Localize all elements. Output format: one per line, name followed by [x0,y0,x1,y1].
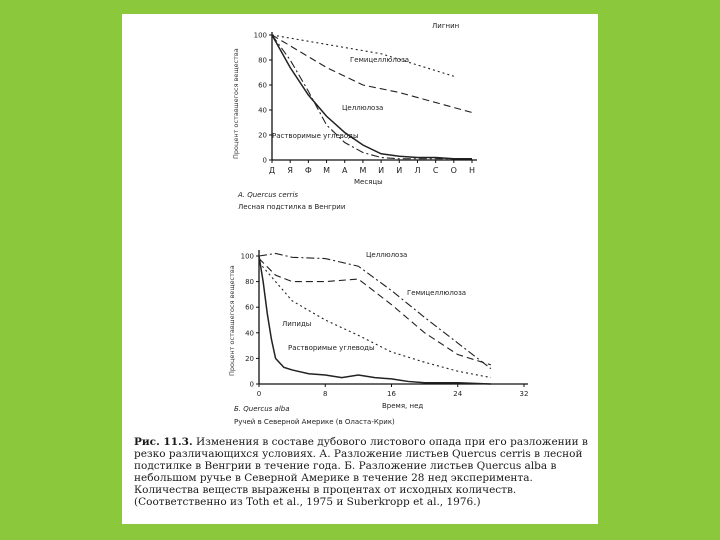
fig-a-y-axis-label: Процент оставшегося вещества [232,48,240,159]
fig-a-month-label: И [378,166,385,175]
fig-b-y-tick-label: 100 [240,252,254,261]
fig-a-month-label: О [450,166,457,175]
figure-caption-label: Рис. 11.3. [134,436,193,448]
fig-b-x-tick-label: 0 [256,390,262,398]
fig-b-caption-species: Б. Quercus alba [234,405,290,413]
figure-caption-text: Изменения в составе дубового листового опада при его разложении в резко различающихся условиях. А. Разложение листьев Quercus cerris в лесной подстилке в Венгрии в течение года. Б. Разложение листьев Quercus alba в небольшом ручье в Северной Америке в течение 28 нед эксперимента. Количества веществ выражены в процентах от исходных количеств. (Соответственно из Toth et al., 1975 и Suberkropp et al., 1976.) [134,436,588,508]
fig-b-y-tick-label: 0 [249,380,254,389]
fig-a-series-label-soluble-line1: Растворимые углеводы [272,132,359,140]
fig-b-y-axis-label: Процент оставшегося вещества [228,265,236,376]
fig-a-month-label: Н [468,166,476,175]
figure-caption [134,436,594,508]
fig-a-y-tick-label: 20 [258,131,267,140]
fig-b-series-label-lipids: Липиды [282,320,312,328]
fig-a-month-label: М [359,166,367,175]
fig-a-series-line [272,35,472,159]
fig-a-month-label: Я [287,166,293,175]
fig-b-y-tick-label: 80 [245,278,254,287]
fig-a-y-tick-label: 100 [253,31,267,40]
fig-b-x-tick-label: 16 [387,390,396,398]
fig-b-y-tick-label: 60 [245,303,254,312]
fig-a-month-label: Д [268,166,276,175]
fig-b-y-tick-label: 40 [245,329,254,338]
fig-a-series-line [272,35,472,159]
fig-a-caption-species: А. Quercus cerris [238,191,299,199]
fig-a-y-tick-label: 0 [262,156,267,165]
fig-a-y-tick-label: 40 [258,106,267,115]
fig-a-series-label-cellulose: Целлюлоза [342,104,384,112]
fig-a-month-label: И [396,166,403,175]
figure-b [228,250,528,426]
fig-a-month-label: С [432,166,439,175]
fig-a-caption-site: Лесная подстилка в Венгрии [238,203,346,211]
fig-b-series-label-hemicellulose: Гемицеллюлоза [407,289,467,297]
fig-b-x-tick-label: 32 [519,390,529,398]
fig-b-x-tick-label: 8 [323,390,328,398]
fig-b-x-tick-label: 24 [453,390,463,398]
page-scan [122,14,598,524]
fig-b-caption-site: Ручей в Северной Америке (в Оласта-Крик) [234,418,395,426]
fig-a-y-tick-label: 60 [258,81,267,90]
fig-a-month-label: Ф [304,166,312,175]
fig-a-x-axis-label: Месяцы [354,178,383,186]
fig-a-month-label: А [341,166,348,175]
fig-a-y-tick-label: 80 [258,56,267,65]
fig-a-series-line [272,35,472,113]
fig-a-series-label-hemicellulose: Гемицеллюлоза [350,56,410,64]
figure-a [232,22,477,211]
fig-b-y-tick-label: 20 [245,354,254,363]
fig-b-series-label-cellulose: Целлюлоза [366,251,408,259]
fig-a-month-label: М [323,166,330,175]
fig-a-month-label: Л [414,166,421,175]
fig-b-series-label-soluble-line1: Растворимые углеводы [288,344,375,352]
fig-a-series-label-lignin: Лигнин [432,22,460,30]
fig-b-x-axis-label: Время, нед [382,402,424,410]
